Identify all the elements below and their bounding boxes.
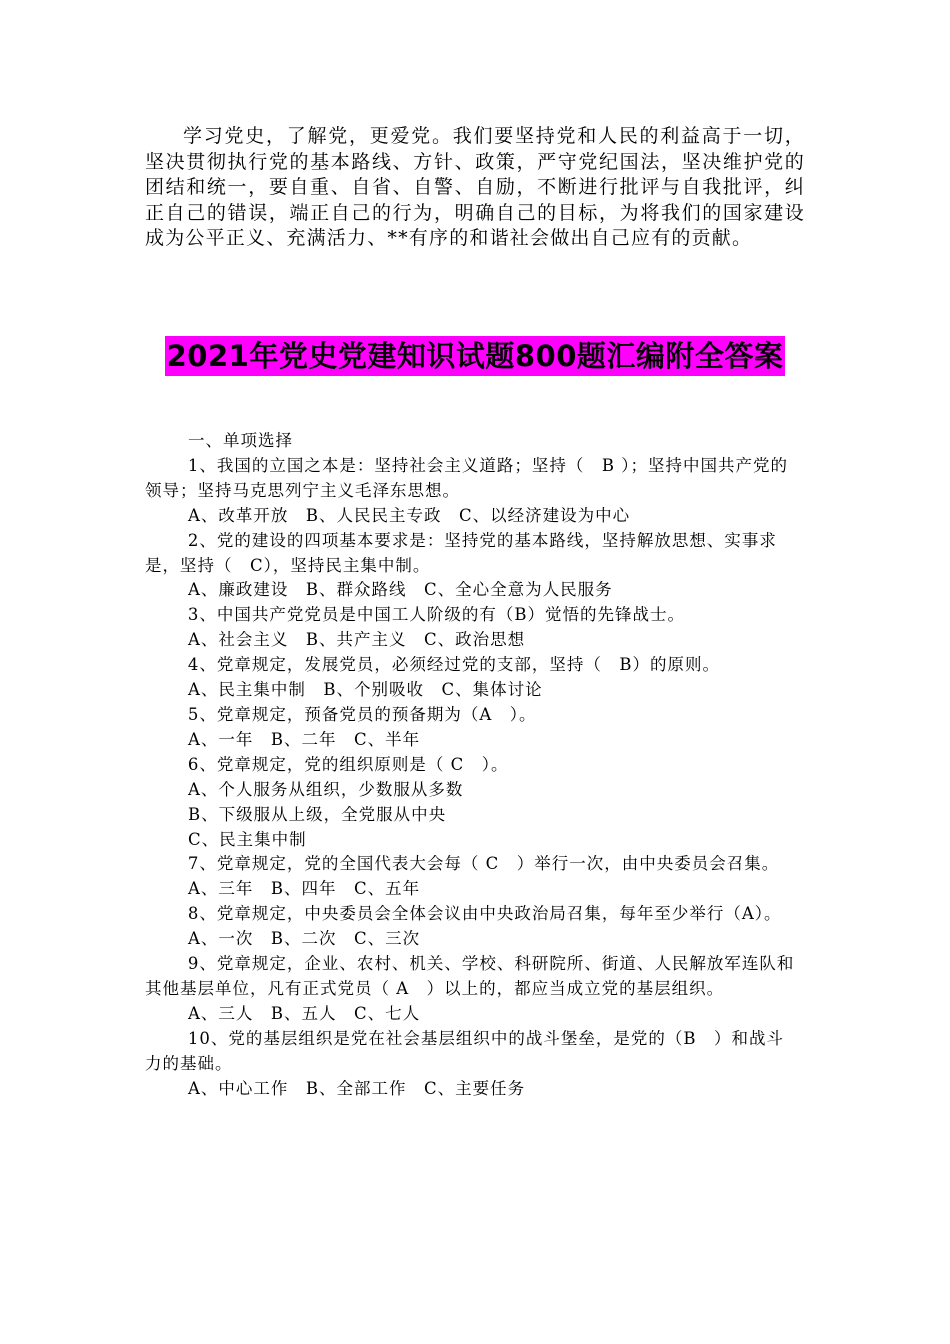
question-item — [145, 603, 795, 653]
question-item — [145, 753, 795, 853]
question-item — [145, 1027, 795, 1102]
title-container — [0, 336, 950, 376]
question-item — [145, 529, 795, 604]
question-list — [145, 454, 795, 1102]
question-item — [145, 653, 795, 703]
answer-options: B、下级服从上级，全党服从中央 — [188, 804, 447, 824]
question-item — [145, 952, 795, 1027]
answer-options: A、个人服务从组织，少数服从多数 — [188, 779, 464, 799]
question-text: 10、党的基层组织是党在社会基层组织中的战斗堡垒，是党的（B ）和战斗力的基础。 — [145, 1028, 785, 1073]
intro-paragraph: 学习党史，了解党，更爱党。我们要坚持党和人民的利益高于一切，坚决贯彻执行党的基本路线、方针、政策，严守党纪国法，坚决维护党的团结和统一，要自重、自省、自警、自励，不断进行批评与自我批评，纠正自己的错误，端正自己的行为，明确自己的目标，为将我们的国家建设成为公平正义、充满活力、**有序的和谐社会做出自己应有的贡献。 — [145, 125, 805, 249]
answer-options: A、中心工作 B、全部工作 C、主要任务 — [188, 1078, 526, 1098]
answer-options: A、三年 B、四年 C、五年 — [188, 879, 421, 899]
quiz-body — [145, 429, 795, 1101]
question-text: 4、党章规定，发展党员，必须经过党的支部，坚持（ B）的原则。 — [187, 655, 721, 675]
answer-options: A、社会主义 B、共产主义 C、政治思想 — [188, 630, 526, 650]
question-item — [145, 852, 795, 902]
answer-options: A、一次 B、二次 C、三次 — [188, 929, 421, 949]
question-text: 2、党的建设的四项基本要求是：坚持党的基本路线，坚持解放思想、实事求是，坚持（ C），坚持民主集中制。 — [145, 530, 777, 575]
question-text: 8、党章规定，中央委员会全体会议由中央政治局召集，每年至少举行（A）。 — [187, 904, 782, 924]
question-item — [145, 703, 795, 753]
question-item — [145, 902, 795, 952]
question-text: 5、党章规定，预备党员的预备期为（A ）。 — [187, 704, 537, 724]
question-text: 7、党章规定，党的全国代表大会每（ C ）举行一次，由中央委员会召集。 — [187, 854, 780, 874]
answer-options: A、廉政建设 B、群众路线 C、全心全意为人民服务 — [188, 580, 613, 600]
answer-options: C、民主集中制 — [188, 829, 307, 849]
question-text: 6、党章规定，党的组织原则是（ C ）。 — [187, 754, 509, 774]
answer-options: A、改革开放 B、人民民主专政 C、以经济建设为中心 — [188, 505, 631, 525]
answer-options: A、民主集中制 B、个别吸收 C、集体讨论 — [188, 680, 543, 700]
document-title: 2021年党史党建知识试题800题汇编附全答案 — [165, 336, 786, 376]
question-text: 3、中国共产党党员是中国工人阶级的有（B）觉悟的先锋战士。 — [187, 605, 686, 625]
section-heading: 一、单项选择 — [188, 431, 293, 450]
answer-options: A、一年 B、二年 C、半年 — [188, 729, 421, 749]
question-text: 9、党章规定，企业、农村、机关、学校、科研院所、街道、人民解放军连队和其他基层单位，凡有正式党员（ A ）以上的，都应当成立党的基层组织。 — [145, 954, 795, 998]
answer-options: A、三人 B、五人 C、七人 — [188, 1003, 421, 1023]
question-text: 1、我国的立国之本是：坚持社会主义道路；坚持（ B ）；坚持中国共产党的领导；坚持马克思列宁主义毛泽东思想。 — [145, 455, 789, 500]
question-item — [145, 454, 795, 529]
